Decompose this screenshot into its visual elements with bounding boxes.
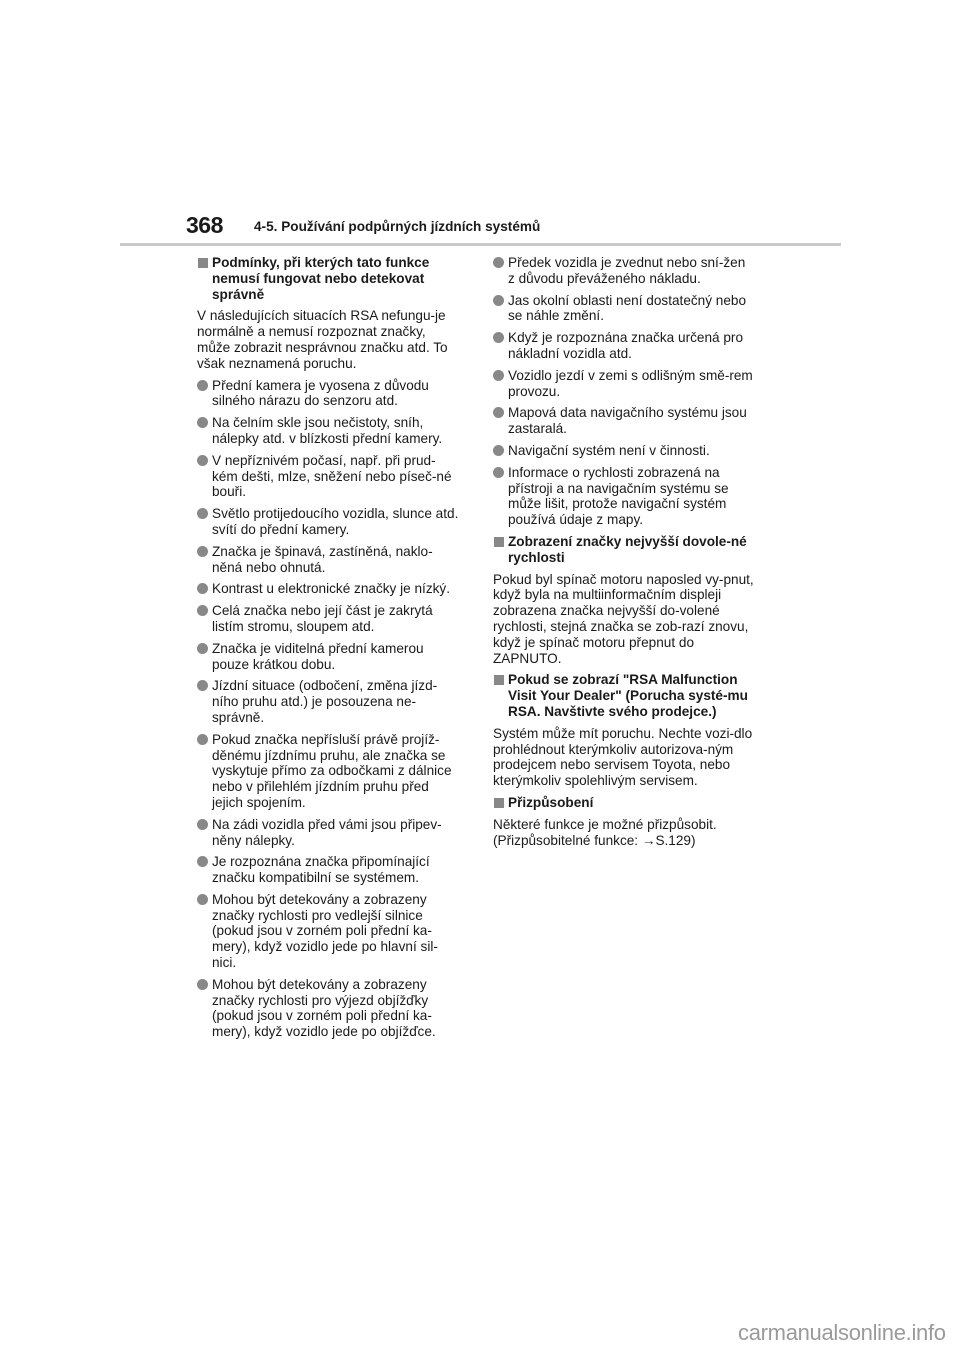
- list-item: [493, 465, 755, 528]
- list-item-text: V nepříznivém počasí, např. při prud-kém dešti, mlze, sněžení nebo píseč-né bouři.: [212, 452, 452, 500]
- list-item: [493, 443, 755, 459]
- round-bullet-icon: [493, 332, 504, 343]
- list-item: [197, 732, 459, 811]
- round-bullet-icon: [197, 455, 208, 466]
- round-bullet-icon: [197, 680, 208, 691]
- list-item: [493, 330, 755, 362]
- round-bullet-icon: [197, 643, 208, 654]
- page-header: [0, 0, 960, 250]
- section-title: 4-5. Používání podpůrných jízdních systémů: [254, 219, 541, 234]
- round-bullet-icon: [197, 546, 208, 557]
- list-item: [493, 405, 755, 437]
- list-item-text: Když je rozpoznána značka určená pro nákladní vozidla atd.: [508, 330, 744, 361]
- paragraph: Systém může mít poruchu. Nechte vozi-dlo prohlédnout kterýmkoliv autorizova-ným prodejcem nebo servisem Toyota, nebo kterýmkoliv spolehlivým servisem.: [493, 725, 753, 789]
- list-item-text: Vozidlo jezdí v zemi s odlišným smě-rem provozu.: [508, 367, 753, 399]
- section-heading: [197, 255, 459, 302]
- page-number: 368: [186, 212, 223, 238]
- round-bullet-icon: [493, 370, 504, 381]
- round-bullet-icon: [197, 894, 208, 905]
- list-item-text: Je rozpoznána značka připomínající značku kompatibilní se systémem.: [212, 854, 430, 886]
- list-item-text: Kontrast u elektronické značky je nízký.: [212, 581, 450, 597]
- list-item: [493, 255, 755, 287]
- list-item-text: Jízdní situace (odbočení, změna jízd-ního pruhu atd.) je posouzena ne-správně.: [212, 678, 438, 725]
- list-item: [197, 892, 459, 971]
- list-item-text: Na čelním skle jsou nečistoty, sníh, nálepky atd. v blízkosti přední kamery.: [212, 415, 443, 446]
- round-bullet-icon: [493, 257, 504, 268]
- round-bullet-icon: [493, 445, 504, 456]
- list-item-text: Přední kamera je vyosena z důvodu silného nárazu do senzoru atd.: [212, 377, 429, 409]
- list-item: [197, 817, 459, 849]
- round-bullet-icon: [197, 856, 208, 867]
- list-item-text: Informace o rychlosti zobrazená na přístroji a na navigačním systému se může lišit, protože navigační systém používá údaje z mapy.: [508, 464, 729, 528]
- left-column: [197, 255, 459, 1046]
- list-item: [197, 603, 459, 635]
- round-bullet-icon: [197, 380, 208, 391]
- list-item: [493, 368, 755, 400]
- section-heading: [493, 795, 755, 811]
- list-item-text: Celá značka nebo její část je zakrytá listím stromu, sloupem atd.: [212, 603, 433, 634]
- heading-text: Pokud se zobrazí "RSA Malfunction Visit Your Dealer" (Porucha systé-mu RSA. Navštivte svého prodejce.): [508, 672, 748, 719]
- round-bullet-icon: [493, 407, 504, 418]
- section-heading: [493, 534, 755, 566]
- round-bullet-icon: [197, 583, 208, 594]
- list-item-text: Značka je viditelná přední kamerou pouze krátkou dobu.: [212, 640, 424, 672]
- list-item-text: Předek vozidla je zvednut nebo sní-žen z důvodu převáženého nákladu.: [508, 255, 746, 286]
- square-bullet-icon: [198, 258, 208, 268]
- list-item: [197, 453, 459, 500]
- list-item: [493, 293, 755, 325]
- list-item: [197, 506, 459, 538]
- heading-text: Podmínky, při kterých tato funkce nemusí fungovat nebo detekovat správně: [212, 255, 430, 302]
- square-bullet-icon: [494, 675, 504, 685]
- heading-text: Zobrazení značky nejvyšší dovole-né rychlosti: [508, 533, 747, 565]
- list-item-text: Mapová data navigačního systému jsou zastaralá.: [508, 405, 747, 437]
- list-item-text: Mohou být detekovány a zobrazeny značky rychlosti pro výjezd objížďky (pokud jsou v zorném poli přední ka-mery), když vozidlo jede po objížďce.: [212, 976, 436, 1040]
- list-item-text: Mohou být detekovány a zobrazeny značky rychlosti pro vedlejší silnice (pokud jsou v zorném poli přední ka-mery), když vozidlo jede po hlavní sil-nici.: [212, 891, 438, 971]
- list-item-text: Pokud značka nepřísluší právě projíž-děnému jízdnímu pruhu, ale značka se vyskytuje přímo za odbočkami z dálnice nebo v přilehlém jízdním pruhu před jejich spojením.: [212, 731, 452, 810]
- round-bullet-icon: [493, 467, 504, 478]
- paragraph: Některé funkce je možné přizpůsobit. (Přizpůsobitelné funkce: →S.129): [493, 816, 717, 848]
- list-item: [197, 854, 459, 886]
- square-bullet-icon: [494, 798, 504, 808]
- section-heading: [493, 672, 755, 719]
- list-item: [197, 641, 459, 673]
- round-bullet-icon: [197, 979, 208, 990]
- list-item: [197, 977, 459, 1040]
- list-item-text: Na zádi vozidla před vámi jsou připev-něny nálepky.: [212, 816, 442, 848]
- watermark-logo: carmanualsonline.info: [738, 1320, 946, 1345]
- round-bullet-icon: [493, 295, 504, 306]
- round-bullet-icon: [197, 605, 208, 616]
- list-item: [197, 415, 459, 447]
- list-item: [197, 378, 459, 410]
- list-item-text: Světlo protijedoucího vozidla, slunce atd. svítí do přední kamery.: [212, 506, 459, 537]
- list-item-text: Značka je špinavá, zastíněná, naklo-něná nebo ohnutá.: [212, 543, 433, 575]
- paragraph: Pokud byl spínač motoru naposled vy-pnut, když byla na multiinformačním displeji zobrazena značka nejvyšší do-volené rychlosti, stejná značka se zob-razí znovu, když je spínač motoru přepnut do ZAPNUTO.: [493, 571, 754, 666]
- list-item: [197, 581, 459, 597]
- round-bullet-icon: [197, 508, 208, 519]
- square-bullet-icon: [494, 537, 504, 547]
- heading-text: Přizpůsobení: [508, 794, 594, 810]
- intro-paragraph: V následujících situacích RSA nefungu-je normálně a nemusí rozpoznat značky, může zobrazit nesprávnou značku atd. To však neznamená poruchu.: [197, 308, 448, 371]
- list-item: [197, 544, 459, 576]
- round-bullet-icon: [197, 734, 208, 745]
- right-column: [493, 255, 755, 854]
- round-bullet-icon: [197, 417, 208, 428]
- list-item-text: Navigační systém není v činnosti.: [508, 442, 710, 458]
- list-item-text: Jas okolní oblasti není dostatečný nebo se náhle změní.: [508, 292, 747, 324]
- round-bullet-icon: [197, 819, 208, 830]
- list-item: [197, 678, 459, 725]
- header-divider: [120, 243, 841, 246]
